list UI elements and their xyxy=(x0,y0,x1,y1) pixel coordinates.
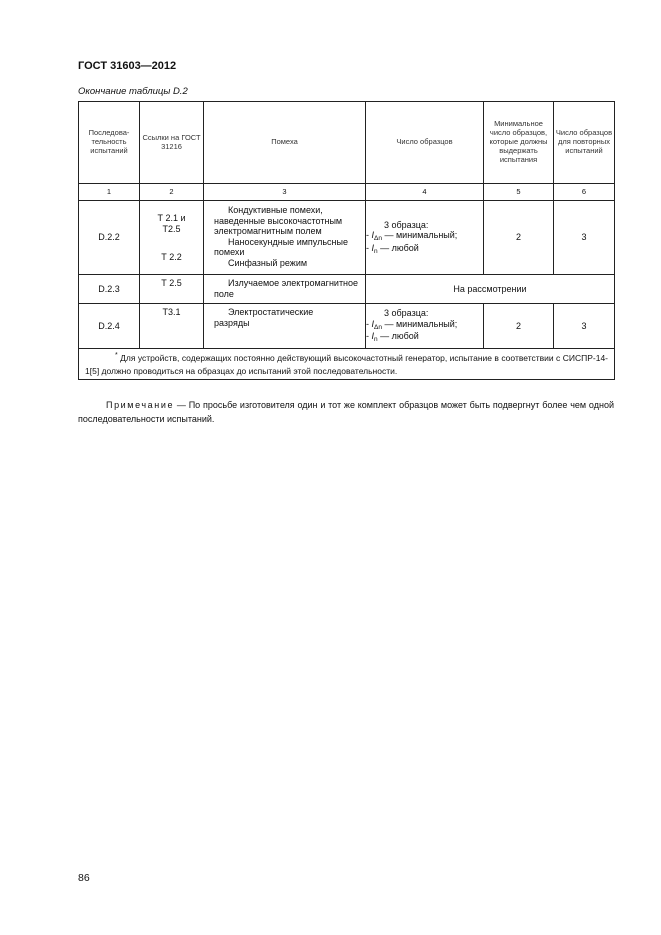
header-min-passing: Минимальное число образцов, которые должны выдержать испытания xyxy=(484,102,554,184)
interference-item: Излучаемое электромагнитное поле xyxy=(214,278,359,299)
table-row xyxy=(79,201,615,275)
header-interference: Помеха xyxy=(204,102,366,184)
col-number: 2 xyxy=(140,184,204,201)
column-number-row xyxy=(79,184,615,201)
col-number: 5 xyxy=(484,184,554,201)
interference-cell xyxy=(204,275,366,304)
document-code: ГОСТ 31603—2012 xyxy=(78,60,177,72)
interference-item: Кондуктивные помехи, наведенные высокочастотным электромагнитным полем xyxy=(214,205,343,237)
col-number: 1 xyxy=(79,184,140,201)
footnote-text: Для устройств, содержащих постоянно действующий высокочастотный генератор, испытание в соответствии с СИСПР-14-1[5] должно проводиться на образцах до испытаний этой последовательности. xyxy=(85,352,608,376)
reference-cell xyxy=(140,201,204,275)
col-number: 3 xyxy=(204,184,366,201)
sample-rule-min: - $I_{\Delta n}$ — минимальный; xyxy=(366,318,458,331)
footnote-row xyxy=(79,349,615,380)
sample-count-lead: 3 образца: xyxy=(384,308,429,319)
table-row xyxy=(79,275,615,304)
retest-cell: 3 xyxy=(554,201,615,275)
sample-rule-any: - $I_n$ — любой xyxy=(366,331,419,344)
page-number: 86 xyxy=(78,872,90,884)
footnote-mark: * xyxy=(115,352,118,359)
sample-count-lead: 3 образца: xyxy=(384,219,429,230)
test-sequence-table xyxy=(78,101,615,380)
col-number: 6 xyxy=(554,184,615,201)
min-passing-cell: 2 xyxy=(484,201,554,275)
header-references: Ссылки на ГОСТ 31216 xyxy=(140,102,204,184)
interference-item: Электростатические разряды xyxy=(214,307,314,328)
header-row xyxy=(79,102,615,184)
note-paragraph xyxy=(78,398,614,427)
sequence-cell: D.2.4 xyxy=(79,304,140,349)
table-footnote xyxy=(79,349,615,380)
sample-count-cell xyxy=(366,201,484,275)
col-number: 4 xyxy=(366,184,484,201)
interference-item: Наносекундные импульсные помехи xyxy=(214,236,348,258)
reference-cell: Т3.1 xyxy=(140,304,204,349)
reference-cell: Т 2.5 xyxy=(140,275,204,304)
table-row xyxy=(79,304,615,349)
header-sample-count: Число образцов xyxy=(366,102,484,184)
note-text: — По просьбе изготовителя один и тот же комплект образцов может быть подвергнут более чем одной последовательности испытаний. xyxy=(78,400,614,425)
reference-item: Т 2.2 xyxy=(161,252,182,263)
under-review-cell: На рассмотрении xyxy=(366,275,615,304)
sequence-cell: D.2.3 xyxy=(79,275,140,304)
interference-cell xyxy=(204,304,366,349)
reference-item: Т 2.1 и Т2.5 xyxy=(157,213,186,234)
table-caption: Окончание таблицы D.2 xyxy=(78,86,188,97)
header-retest-count: Число образцов для повторных испытаний xyxy=(554,102,615,184)
sample-rule-min: - $I_{\Delta n}$ — минимальный; xyxy=(366,230,458,243)
header-sequence: Последова-тельность испытаний xyxy=(79,102,140,184)
retest-cell: 3 xyxy=(554,304,615,349)
sample-rule-any: - $I_n$ — любой xyxy=(366,242,419,255)
sample-count-cell xyxy=(366,304,484,349)
interference-item: Синфазный режим xyxy=(228,258,308,269)
note-label: Примечание xyxy=(106,400,175,410)
min-passing-cell: 2 xyxy=(484,304,554,349)
sequence-cell: D.2.2 xyxy=(79,201,140,275)
interference-cell xyxy=(204,201,366,275)
